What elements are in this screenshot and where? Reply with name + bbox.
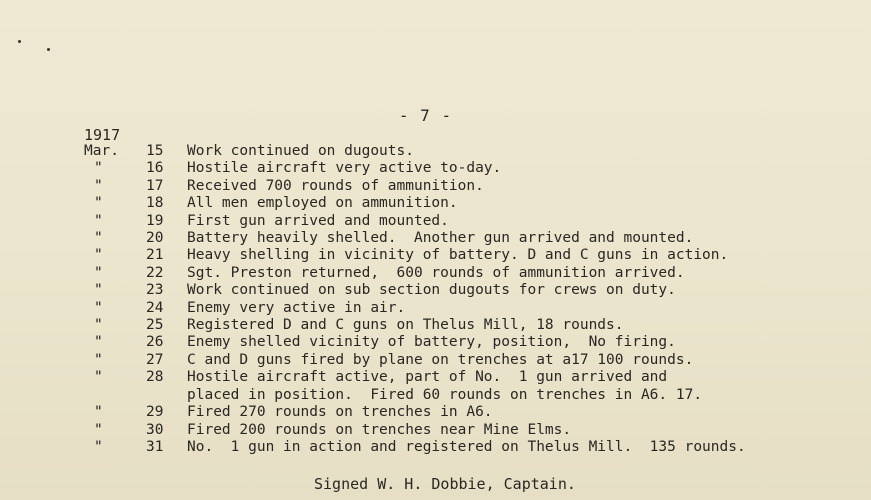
entry-day: 21 xyxy=(146,247,164,264)
ditto-mark: " xyxy=(94,421,103,438)
entry-day: 22 xyxy=(146,264,164,281)
entry-text: placed in position. Fired 60 rounds on trenches in A6. 17. xyxy=(187,386,703,403)
entry-text: Hostile aircraft very active to-day. xyxy=(187,160,502,177)
entry-text: No. 1 gun in action and registered on Thelus Mill. 135 rounds. xyxy=(187,438,746,455)
ditto-mark: " xyxy=(94,404,103,421)
page-number-text: - 7 - xyxy=(398,106,453,125)
entry-day: 31 xyxy=(146,438,164,455)
signature-line: Signed W. H. Dobbie, Captain. xyxy=(314,475,576,493)
entry-day: 29 xyxy=(146,404,164,421)
entry-day: 15 xyxy=(146,143,164,159)
entry-day-spacer xyxy=(146,387,187,404)
diary-entry xyxy=(84,178,864,195)
entry-text: Fired 270 rounds on trenches in A6. xyxy=(187,404,493,421)
ditto-mark: " xyxy=(94,212,103,229)
ditto-mark: " xyxy=(94,351,103,368)
diary-entry xyxy=(84,282,864,299)
entry-text: Work continued on sub section dugouts for crews on duty. xyxy=(187,282,676,299)
diary-entry xyxy=(84,265,864,282)
diary-entry xyxy=(84,369,864,386)
entry-text: Enemy very active in air. xyxy=(187,299,406,316)
ditto-mark: " xyxy=(94,195,103,212)
diary-entry xyxy=(84,317,864,334)
entry-text: Enemy shelled vicinity of battery, position, No firing. xyxy=(187,334,676,351)
entry-text: Heavy shelling in vicinity of battery. D and C guns in action. xyxy=(187,247,729,264)
entry-text: Sgt. Preston returned, 600 rounds of ammunition arrived. xyxy=(187,264,685,281)
diary-entry xyxy=(84,352,864,369)
entry-month-spacer xyxy=(84,387,146,404)
entry-text: First gun arrived and mounted. xyxy=(187,212,449,229)
ditto-mark: " xyxy=(94,317,103,334)
entry-day: 24 xyxy=(146,299,164,316)
entry-day: 27 xyxy=(146,351,164,368)
entry-month: Mar. xyxy=(84,143,119,159)
diary-entry xyxy=(84,422,864,439)
entry-day: 18 xyxy=(146,195,164,212)
diary-entry xyxy=(84,404,864,421)
ditto-mark: " xyxy=(94,369,103,386)
ink-speck xyxy=(47,48,50,51)
year-heading: 1917 xyxy=(84,126,121,144)
entry-day: 16 xyxy=(146,160,164,177)
entry-text: C and D guns fired by plane on trenches at a17 100 rounds. xyxy=(187,351,694,368)
ditto-mark: " xyxy=(94,438,103,455)
diary-entry xyxy=(84,300,864,317)
entry-text: All men employed on ammunition. xyxy=(187,195,458,212)
diary-entry xyxy=(84,247,864,264)
diary-entry xyxy=(84,143,864,160)
entry-day: 26 xyxy=(146,334,164,351)
entry-day: 25 xyxy=(146,317,164,334)
entry-day: 23 xyxy=(146,282,164,299)
war-diary-log xyxy=(84,143,864,456)
entry-text: Work continued on dugouts. xyxy=(187,143,414,159)
entry-day: 17 xyxy=(146,177,164,194)
ditto-mark: " xyxy=(94,230,103,247)
ink-speck xyxy=(18,40,21,43)
entry-text: Battery heavily shelled. Another gun arrived and mounted. xyxy=(187,230,694,247)
diary-entry xyxy=(84,195,864,212)
entry-text: Registered D and C guns on Thelus Mill, 18 rounds. xyxy=(187,317,624,334)
ditto-mark: " xyxy=(94,299,103,316)
entry-day: 20 xyxy=(146,230,164,247)
entry-day: 30 xyxy=(146,421,164,438)
ditto-mark: " xyxy=(94,160,103,177)
diary-entry xyxy=(84,160,864,177)
ditto-mark: " xyxy=(94,282,103,299)
diary-entry-continuation xyxy=(84,387,864,404)
page-number xyxy=(0,106,871,125)
diary-entry xyxy=(84,230,864,247)
ditto-mark: " xyxy=(94,247,103,264)
entry-day: 19 xyxy=(146,212,164,229)
diary-entry xyxy=(84,334,864,351)
ditto-mark: " xyxy=(94,177,103,194)
ditto-mark: " xyxy=(94,334,103,351)
diary-entry xyxy=(84,213,864,230)
entry-text: Hostile aircraft active, part of No. 1 gun arrived and xyxy=(187,369,668,386)
diary-entry xyxy=(84,439,864,456)
entry-text: Received 700 rounds of ammunition. xyxy=(187,177,484,194)
ditto-mark: " xyxy=(94,264,103,281)
entry-day: 28 xyxy=(146,369,164,386)
entry-text: Fired 200 rounds on trenches near Mine Elms. xyxy=(187,421,572,438)
